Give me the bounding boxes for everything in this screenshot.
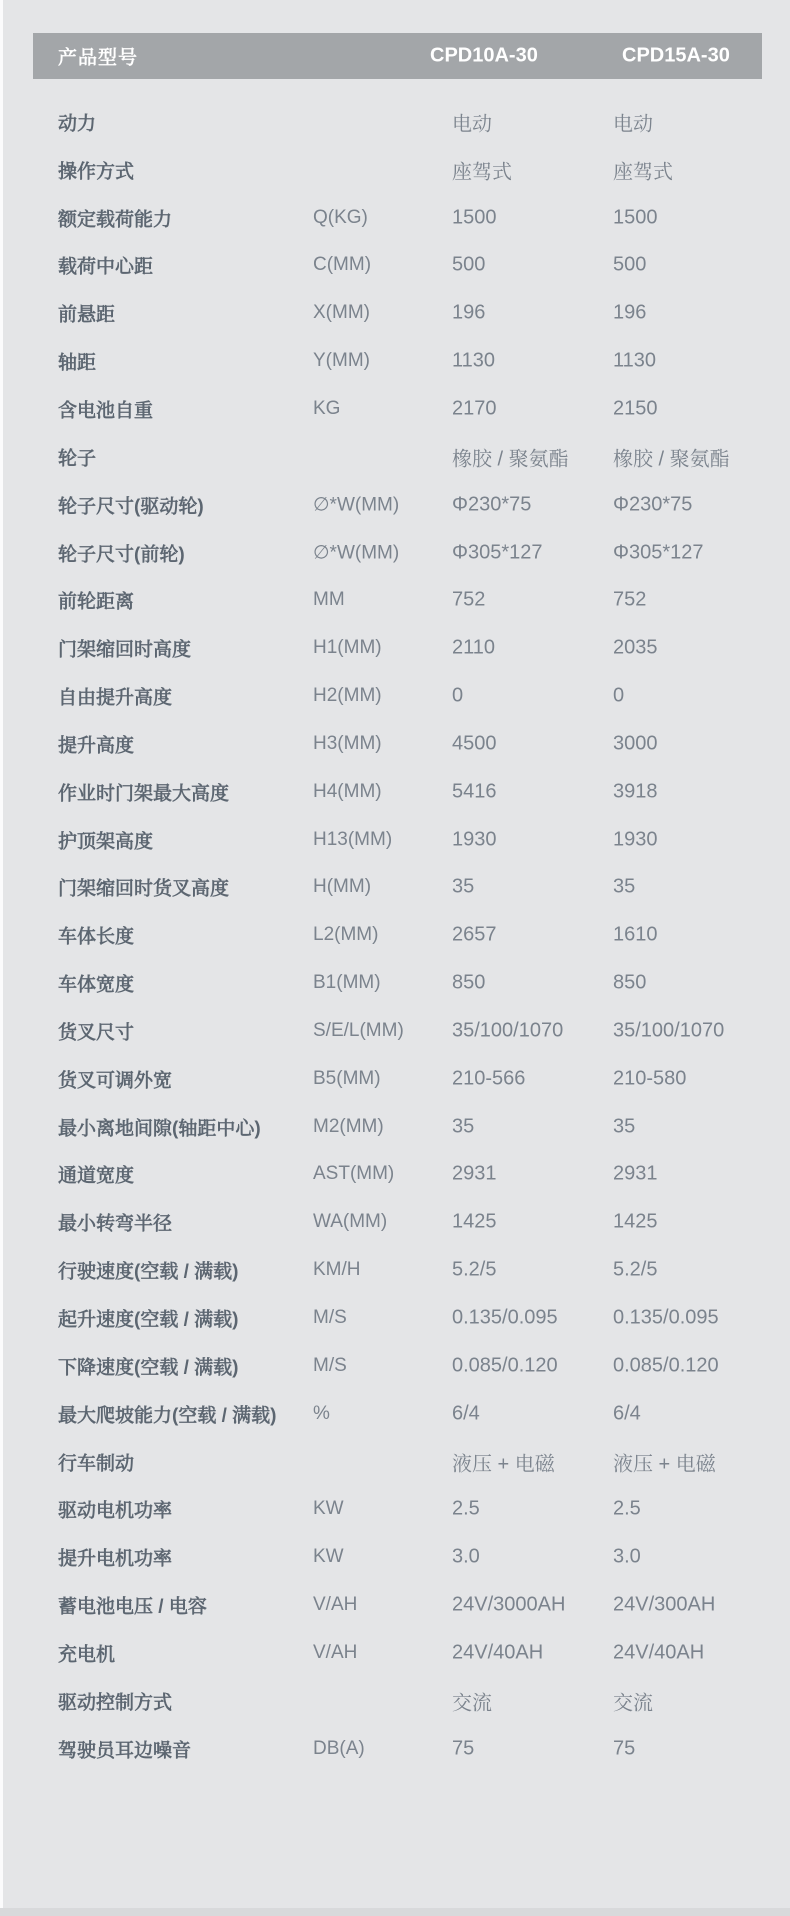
spec-value-model1: 752 xyxy=(452,588,486,611)
spec-unit: B5(MM) xyxy=(313,1067,381,1089)
spec-value-model2: 1130 xyxy=(613,349,657,372)
spec-value-model2: 2035 xyxy=(613,636,658,659)
spec-value-model2: 850 xyxy=(613,971,647,994)
product-model-label: 产品型号 xyxy=(58,47,139,69)
table-row xyxy=(0,1007,790,1055)
spec-table xyxy=(0,98,790,1773)
table-row xyxy=(0,1533,790,1581)
spec-value-model2: 1610 xyxy=(613,923,658,946)
spec-label: 最小转弯半径 xyxy=(58,1213,173,1235)
spec-label: 门架缩回时货叉高度 xyxy=(58,878,230,900)
spec-value-model2: 75 xyxy=(613,1737,636,1760)
spec-value-model1: 座驾式 xyxy=(452,161,512,184)
spec-value-model1: 35 xyxy=(452,875,475,898)
table-row xyxy=(0,385,790,433)
table-header xyxy=(33,33,762,79)
spec-value-model1: 24V/40AH xyxy=(452,1641,544,1664)
spec-unit: WA(MM) xyxy=(313,1211,388,1233)
spec-label: 通道宽度 xyxy=(58,1165,135,1187)
spec-value-model1: 2657 xyxy=(452,923,497,946)
header-model-2: CPD15A-30 xyxy=(622,44,730,67)
spec-value-model1: Φ230*75 xyxy=(452,493,532,516)
spec-value-model2: 35/100/1070 xyxy=(613,1019,725,1042)
spec-unit: V/AH xyxy=(313,1641,358,1663)
spec-unit: KM/H xyxy=(313,1259,361,1281)
spec-value-model2: 35 xyxy=(613,875,636,898)
spec-value-model2: 3000 xyxy=(613,732,658,755)
spec-unit: KG xyxy=(313,397,341,419)
table-row xyxy=(0,1151,790,1199)
spec-label: 驱动控制方式 xyxy=(58,1692,173,1714)
spec-unit: M2(MM) xyxy=(313,1115,384,1137)
spec-value-model2: 752 xyxy=(613,588,647,611)
spec-value-model1: 6/4 xyxy=(452,1402,480,1425)
table-row xyxy=(0,1677,790,1725)
spec-value-model1: 电动 xyxy=(452,113,492,136)
table-row xyxy=(0,433,790,481)
spec-label: 作业时门架最大高度 xyxy=(58,783,230,805)
spec-label: 货叉可调外宽 xyxy=(58,1070,173,1092)
spec-value-model1: 24V/3000AH xyxy=(452,1593,566,1616)
spec-value-model2: 2150 xyxy=(613,397,658,420)
spec-value-model1: 1425 xyxy=(452,1210,497,1233)
spec-label: 提升高度 xyxy=(58,735,135,757)
table-row xyxy=(0,1246,790,1294)
spec-value-model2: 500 xyxy=(613,253,647,276)
spec-label: 门架缩回时高度 xyxy=(58,639,192,661)
spec-unit: Q(KG) xyxy=(313,206,368,228)
spec-value-model1: 1130 xyxy=(452,349,496,372)
spec-label: 轴距 xyxy=(58,352,97,374)
spec-unit: M/S xyxy=(313,1354,347,1376)
table-row xyxy=(0,242,790,290)
spec-value-model2: 液压 + 电磁 xyxy=(613,1453,716,1476)
spec-value-model1: 1500 xyxy=(452,206,497,229)
spec-label: 轮子尺寸(前轮) xyxy=(58,544,185,566)
spec-label: 护顶架高度 xyxy=(58,831,154,853)
spec-value-model1: 5416 xyxy=(452,780,497,803)
spec-label: 行车制动 xyxy=(58,1453,135,1475)
spec-value-model1: 2931 xyxy=(452,1162,497,1185)
spec-label: 操作方式 xyxy=(58,161,135,183)
spec-value-model1: 3.0 xyxy=(452,1545,480,1568)
spec-unit: KW xyxy=(313,1546,344,1568)
table-row xyxy=(0,816,790,864)
spec-value-model1: 35/100/1070 xyxy=(452,1019,564,1042)
table-row xyxy=(0,1342,790,1390)
spec-value-model2: 6/4 xyxy=(613,1402,641,1425)
spec-label: 轮子尺寸(驱动轮) xyxy=(58,496,204,518)
spec-unit: ∅*W(MM) xyxy=(313,494,400,516)
spec-value-model2: 橡胶 / 聚氨酯 xyxy=(613,448,730,471)
spec-unit: B1(MM) xyxy=(313,972,381,994)
spec-value-model1: 210-566 xyxy=(452,1067,526,1090)
spec-label: 行驶速度(空载 / 满载) xyxy=(58,1261,239,1283)
table-row xyxy=(0,864,790,912)
spec-unit: H3(MM) xyxy=(313,732,382,754)
spec-value-model2: 35 xyxy=(613,1115,636,1138)
spec-label: 货叉尺寸 xyxy=(58,1022,135,1044)
spec-label: 前轮距离 xyxy=(58,591,135,613)
spec-value-model1: 2.5 xyxy=(452,1497,480,1520)
spec-label: 下降速度(空载 / 满载) xyxy=(58,1357,239,1379)
table-row xyxy=(0,1581,790,1629)
spec-label: 充电机 xyxy=(58,1644,116,1666)
spec-unit: AST(MM) xyxy=(313,1163,395,1185)
spec-value-model1: 5.2/5 xyxy=(452,1258,497,1281)
spec-value-model1: 交流 xyxy=(452,1692,492,1715)
spec-unit: V/AH xyxy=(313,1594,358,1616)
spec-value-model1: 1930 xyxy=(452,828,497,851)
table-row xyxy=(0,1485,790,1533)
spec-value-model1: 500 xyxy=(452,253,486,276)
spec-label: 动力 xyxy=(58,113,97,135)
table-row xyxy=(0,1390,790,1438)
spec-value-model2: 交流 xyxy=(613,1692,653,1715)
spec-unit: M/S xyxy=(313,1307,347,1329)
table-row xyxy=(0,576,790,624)
spec-value-model1: 850 xyxy=(452,971,486,994)
table-row xyxy=(0,959,790,1007)
spec-label: 车体长度 xyxy=(58,926,135,948)
spec-label: 额定载荷能力 xyxy=(58,209,173,231)
table-row xyxy=(0,624,790,672)
spec-value-model1: 液压 + 电磁 xyxy=(452,1453,555,1476)
spec-value-model2: 24V/40AH xyxy=(613,1641,705,1664)
table-row xyxy=(0,481,790,529)
spec-label: 前悬距 xyxy=(58,304,116,326)
spec-unit: Y(MM) xyxy=(313,350,370,372)
spec-value-model1: 2170 xyxy=(452,397,497,420)
spec-label: 含电池自重 xyxy=(58,400,154,422)
spec-label: 自由提升高度 xyxy=(58,687,173,709)
spec-value-model2: 196 xyxy=(613,301,647,324)
spec-value-model1: 0.085/0.120 xyxy=(452,1354,558,1377)
spec-label: 车体宽度 xyxy=(58,974,135,996)
spec-value-model1: 0 xyxy=(452,684,464,707)
spec-value-model2: 0.135/0.095 xyxy=(613,1306,719,1329)
table-row xyxy=(0,768,790,816)
spec-unit: H13(MM) xyxy=(313,828,393,850)
spec-unit: H4(MM) xyxy=(313,780,382,802)
table-row xyxy=(0,1629,790,1677)
table-row xyxy=(0,1103,790,1151)
page-bottom-edge xyxy=(0,1908,790,1916)
table-row xyxy=(0,146,790,194)
spec-value-model2: 24V/300AH xyxy=(613,1593,716,1616)
spec-label: 轮子 xyxy=(58,448,97,470)
spec-value-model1: 75 xyxy=(452,1737,475,1760)
spec-unit: H1(MM) xyxy=(313,637,382,659)
spec-value-model2: 座驾式 xyxy=(613,161,673,184)
spec-value-model1: 4500 xyxy=(452,732,497,755)
spec-unit: DB(A) xyxy=(313,1737,365,1759)
table-row xyxy=(0,1294,790,1342)
spec-value-model2: 3918 xyxy=(613,780,658,803)
spec-label: 最小离地间隙(轴距中心) xyxy=(58,1118,261,1140)
spec-value-model1: 橡胶 / 聚氨酯 xyxy=(452,448,569,471)
table-row xyxy=(0,1055,790,1103)
table-row xyxy=(0,194,790,242)
table-row xyxy=(0,672,790,720)
spec-label: 驾驶员耳边噪音 xyxy=(58,1740,192,1762)
spec-value-model1: 0.135/0.095 xyxy=(452,1306,558,1329)
table-row xyxy=(0,98,790,146)
spec-value-model2: Φ305*127 xyxy=(613,541,704,564)
table-row xyxy=(0,289,790,337)
spec-unit: % xyxy=(313,1402,330,1424)
spec-unit: S/E/L(MM) xyxy=(313,1019,404,1041)
spec-label: 蓄电池电压 / 电容 xyxy=(58,1596,207,1618)
spec-label: 提升电机功率 xyxy=(58,1548,173,1570)
spec-value-model2: 210-580 xyxy=(613,1067,687,1090)
table-row xyxy=(0,1438,790,1486)
spec-unit: X(MM) xyxy=(313,302,370,324)
spec-value-model2: 2.5 xyxy=(613,1497,641,1520)
spec-value-model2: 1500 xyxy=(613,206,658,229)
spec-unit: H2(MM) xyxy=(313,685,382,707)
header-model-1: CPD10A-30 xyxy=(430,44,538,67)
table-row xyxy=(0,1198,790,1246)
spec-unit: H(MM) xyxy=(313,876,372,898)
spec-unit: ∅*W(MM) xyxy=(313,542,400,564)
table-row xyxy=(0,337,790,385)
spec-value-model2: 3.0 xyxy=(613,1545,641,1568)
spec-label: 载荷中心距 xyxy=(58,256,154,278)
spec-unit: KW xyxy=(313,1498,344,1520)
spec-value-model1: 2110 xyxy=(452,636,496,659)
spec-unit: C(MM) xyxy=(313,254,372,276)
spec-value-model2: 电动 xyxy=(613,113,653,136)
spec-value-model1: 196 xyxy=(452,301,486,324)
table-row xyxy=(0,529,790,577)
table-row xyxy=(0,1725,790,1773)
table-row xyxy=(0,911,790,959)
spec-label: 起升速度(空载 / 满载) xyxy=(58,1309,239,1331)
spec-value-model2: 5.2/5 xyxy=(613,1258,658,1281)
spec-label: 最大爬坡能力(空载 / 满载) xyxy=(58,1405,277,1427)
spec-value-model2: 2931 xyxy=(613,1162,658,1185)
spec-value-model2: 0.085/0.120 xyxy=(613,1354,719,1377)
spec-value-model2: Φ230*75 xyxy=(613,493,693,516)
spec-value-model2: 1930 xyxy=(613,828,658,851)
spec-label: 驱动电机功率 xyxy=(58,1500,173,1522)
spec-value-model1: Φ305*127 xyxy=(452,541,543,564)
table-row xyxy=(0,720,790,768)
spec-unit: L2(MM) xyxy=(313,924,379,946)
spec-value-model2: 1425 xyxy=(613,1210,658,1233)
spec-value-model1: 35 xyxy=(452,1115,475,1138)
spec-value-model2: 0 xyxy=(613,684,625,707)
spec-unit: MM xyxy=(313,589,345,611)
